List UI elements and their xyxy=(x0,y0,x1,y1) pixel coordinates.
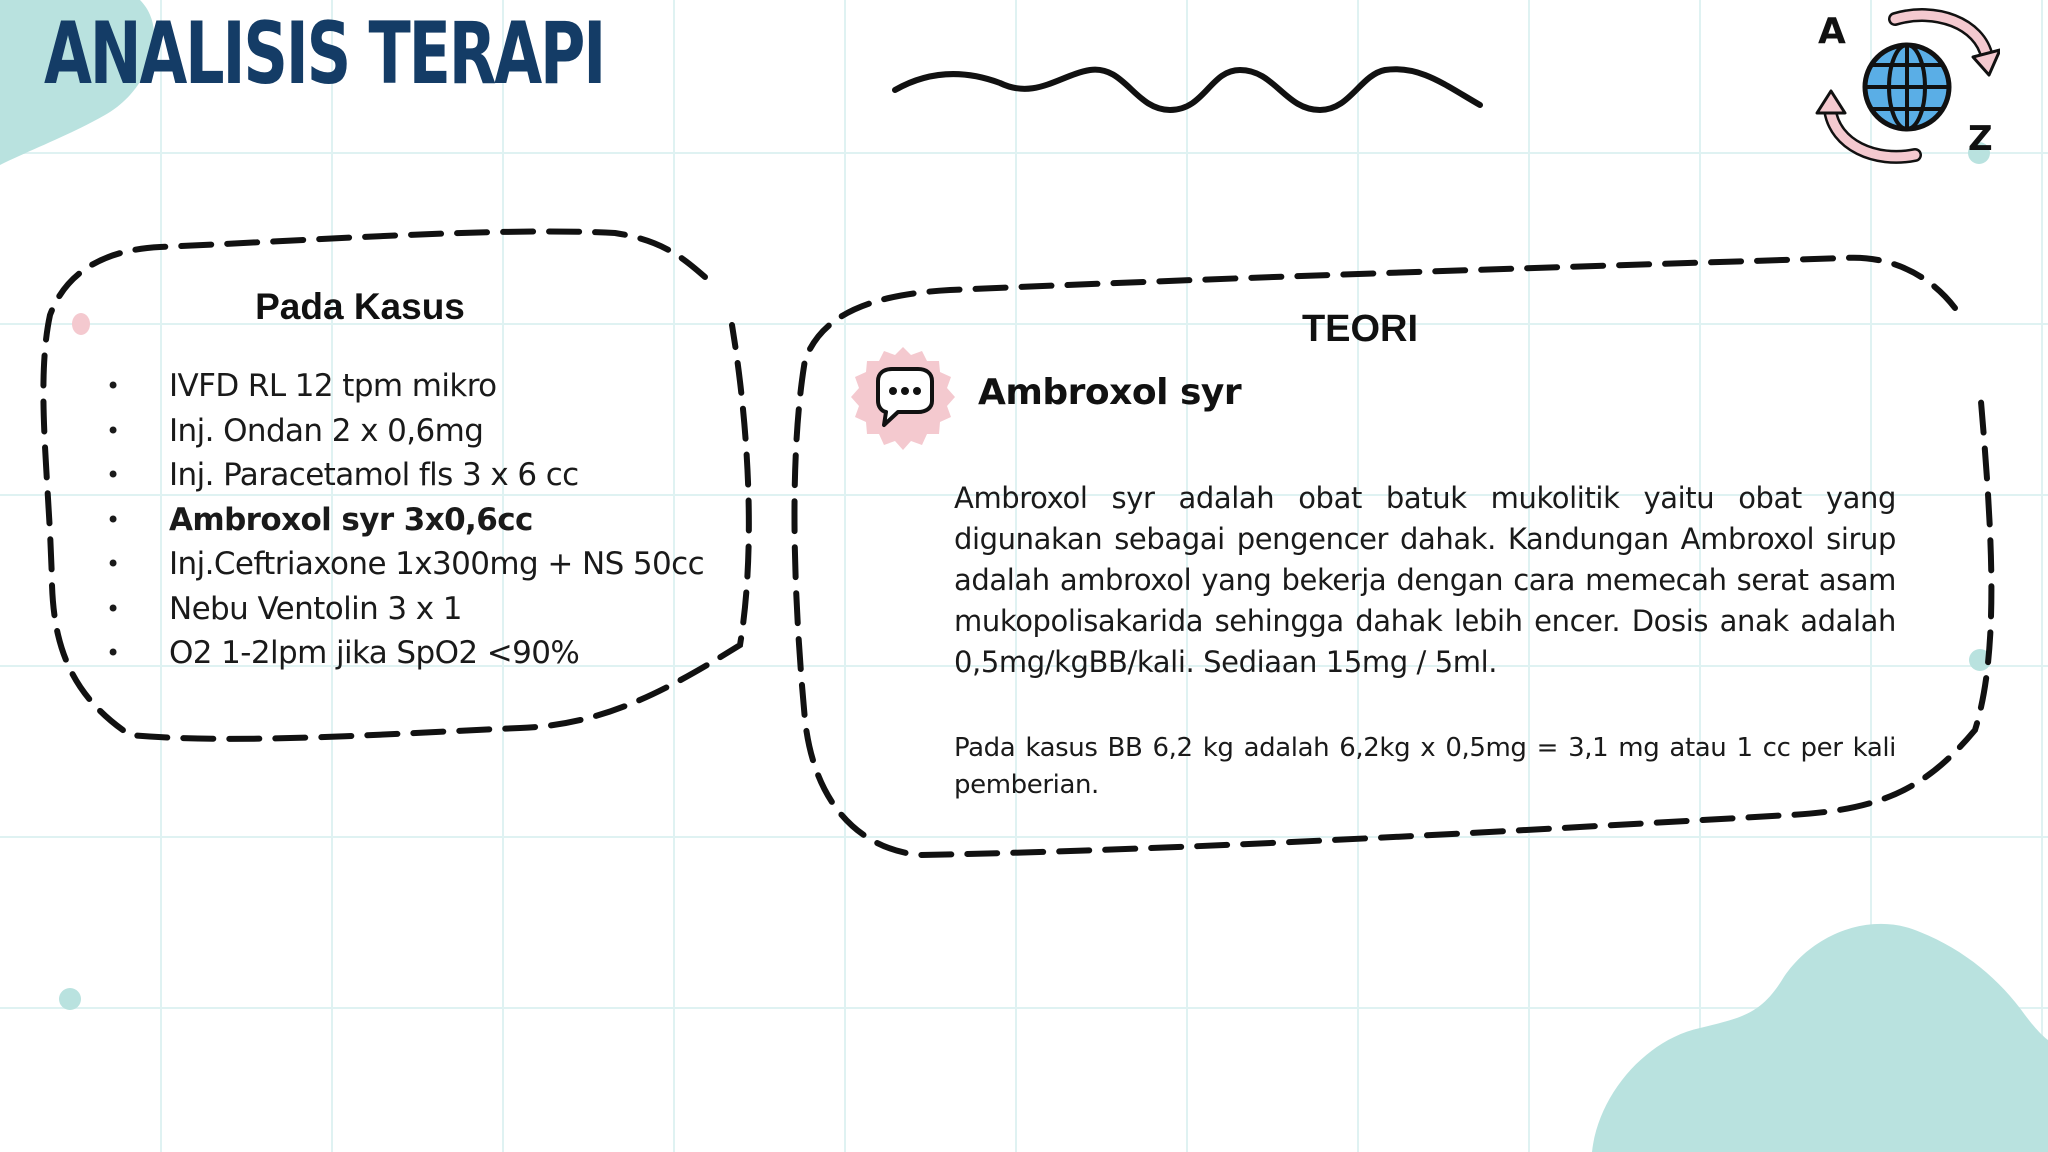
bullet: • xyxy=(106,594,120,623)
case-therapy-list xyxy=(90,364,704,676)
decorative-dot xyxy=(59,988,81,1010)
theory-heading: TEORI xyxy=(1301,308,1419,350)
case-heading: Pada Kasus xyxy=(255,286,465,327)
list-item: • Inj.Ceftriaxone 1x300mg + NS 50cc xyxy=(90,542,704,587)
page-title: ANALISIS TERAPI xyxy=(44,4,605,104)
bullet: • xyxy=(106,550,120,578)
decorative-blob-bottom-right xyxy=(1570,920,2048,1152)
wavy-line-decoration xyxy=(890,55,1490,125)
case-dose-calculation: Pada kasus BB 6,2 kg adalah 6,2kg x 0,5mg = 3,1 mg atau 1 cc per kali pemberian. xyxy=(954,733,1896,800)
bullet: • xyxy=(106,416,120,445)
list-item: • O2 1-2lpm jika SpO2 <90% xyxy=(90,631,704,676)
chat-bubble-icon xyxy=(848,345,958,455)
list-item-highlighted: • Ambroxol syr 3x0,6cc xyxy=(90,498,704,543)
bullet: • xyxy=(106,505,120,534)
bullet: • xyxy=(106,372,120,400)
bullet: • xyxy=(106,461,120,489)
globe-letter-z: Z xyxy=(1968,119,1993,159)
list-item: • IVFD RL 12 tpm mikro xyxy=(90,364,704,409)
globe-letter-a: A xyxy=(1818,11,1846,52)
drug-name: Ambroxol syr xyxy=(978,372,1242,413)
list-item: • Inj. Paracetamol fls 3 x 6 cc xyxy=(90,453,704,498)
bullet: • xyxy=(106,639,120,667)
list-item: • Inj. Ondan 2 x 0,6mg xyxy=(90,409,704,454)
globe-translate-icon xyxy=(1815,5,2000,170)
list-item: • Nebu Ventolin 3 x 1 xyxy=(90,587,704,632)
theory-description: Ambroxol syr adalah obat batuk mukolitik yaitu obat yang digunakan sebagai pengencer dahak. Kandungan Ambroxol sirup adalah ambroxol yang bekerja dengan cara memecah serat asam mukopolisakarida sehingga dahak lebih encer. Dosis anak adalah 0,5mg/kgBB/kali. Sediaan 15mg / 5ml. xyxy=(954,481,1896,679)
